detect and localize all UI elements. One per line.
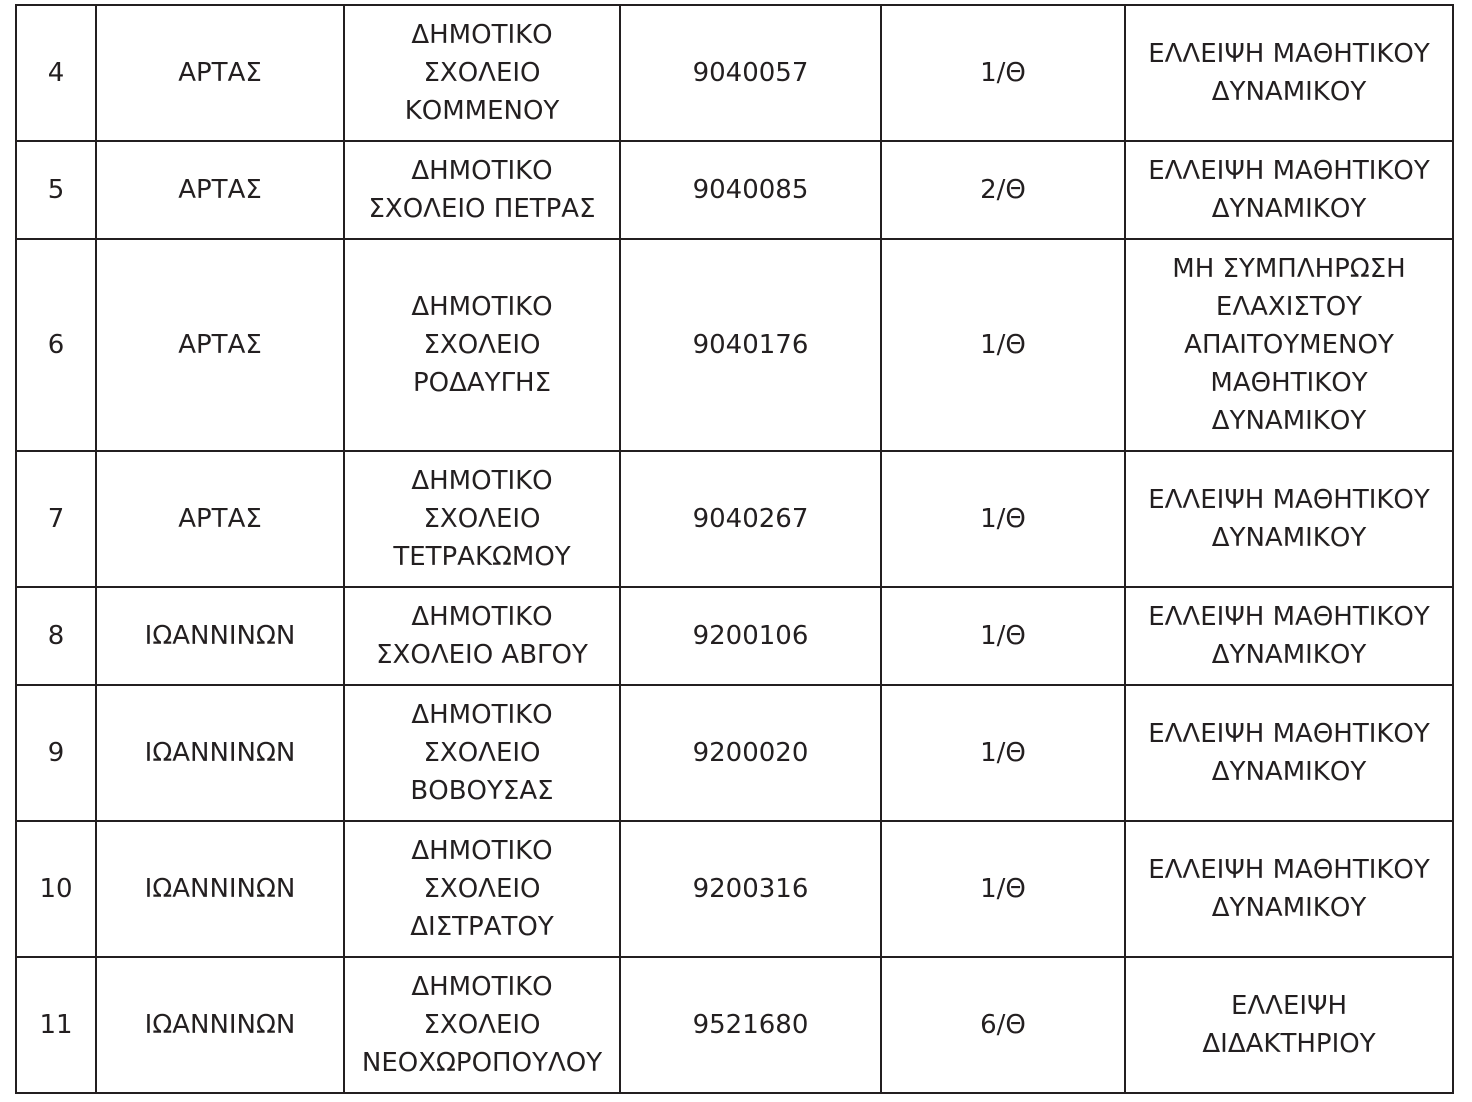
cell-line: ΣΧΟΛΕΙΟ (423, 738, 541, 768)
cell-reason (1125, 957, 1453, 1093)
table-row (16, 451, 1453, 587)
cell-line: ΔΗΜΟΤΙΚΟ (411, 972, 553, 1002)
cell-reason (1125, 5, 1453, 141)
cell-line: ΣΧΟΛΕΙΟ (423, 330, 541, 360)
cell-code: 9200106 (620, 587, 881, 685)
cell-code: 9040085 (620, 141, 881, 239)
cell-line: ΣΧΟΛΕΙΟ (423, 874, 541, 904)
cell-reason (1125, 685, 1453, 821)
cell-code: 9200020 (620, 685, 881, 821)
cell-school (344, 141, 620, 239)
table-row (16, 587, 1453, 685)
cell-school (344, 821, 620, 957)
cell-region: ΑΡΤΑΣ (96, 5, 344, 141)
cell-number: 8 (16, 587, 96, 685)
cell-line: ΕΛΛΕΙΨΗ ΜΑΘΗΤΙΚΟΥ (1148, 602, 1430, 632)
cell-code: 9521680 (620, 957, 881, 1093)
cell-line: ΔΥΝΑΜΙΚΟΥ (1211, 77, 1367, 107)
cell-type: 1/Θ (881, 451, 1125, 587)
cell-line: ΔΗΜΟΤΙΚΟ (411, 466, 553, 496)
cell-line: ΚΟΜΜΕΝΟΥ (404, 96, 560, 126)
cell-region: ΑΡΤΑΣ (96, 239, 344, 451)
cell-line: ΣΧΟΛΕΙΟ ΑΒΓΟΥ (376, 640, 588, 670)
cell-school (344, 957, 620, 1093)
cell-line: ΔΗΜΟΤΙΚΟ (411, 20, 553, 50)
cell-code: 9040176 (620, 239, 881, 451)
cell-line: ΕΛΛΕΙΨΗ ΜΑΘΗΤΙΚΟΥ (1148, 855, 1430, 885)
cell-line: ΔΙΔΑΚΤΗΡΙΟΥ (1202, 1029, 1376, 1059)
cell-line: ΜΗ ΣΥΜΠΛΗΡΩΣΗ (1172, 254, 1406, 284)
cell-reason (1125, 451, 1453, 587)
cell-line: ΒΟΒΟΥΣΑΣ (410, 776, 554, 806)
cell-type: 1/Θ (881, 685, 1125, 821)
table-row (16, 239, 1453, 451)
cell-type: 1/Θ (881, 587, 1125, 685)
cell-line: ΔΗΜΟΤΙΚΟ (411, 156, 553, 186)
cell-school (344, 451, 620, 587)
cell-region: ΑΡΤΑΣ (96, 451, 344, 587)
cell-number: 11 (16, 957, 96, 1093)
cell-line: ΕΛΛΕΙΨΗ ΜΑΘΗΤΙΚΟΥ (1148, 485, 1430, 515)
cell-line: ΣΧΟΛΕΙΟ (423, 1010, 541, 1040)
cell-line: ΔΥΝΑΜΙΚΟΥ (1211, 640, 1367, 670)
table-row (16, 821, 1453, 957)
cell-line: ΔΗΜΟΤΙΚΟ (411, 700, 553, 730)
table-row (16, 141, 1453, 239)
cell-number: 6 (16, 239, 96, 451)
schools-table (15, 4, 1454, 1094)
cell-line: ΕΛΛΕΙΨΗ ΜΑΘΗΤΙΚΟΥ (1148, 719, 1430, 749)
cell-line: ΝΕΟΧΩΡΟΠΟΥΛΟΥ (361, 1048, 603, 1078)
table-row (16, 685, 1453, 821)
table-row (16, 957, 1453, 1093)
cell-code: 9200316 (620, 821, 881, 957)
cell-line: ΔΥΝΑΜΙΚΟΥ (1211, 523, 1367, 553)
cell-line: ΕΛΛΕΙΨΗ ΜΑΘΗΤΙΚΟΥ (1148, 39, 1430, 69)
cell-type: 6/Θ (881, 957, 1125, 1093)
cell-type: 1/Θ (881, 5, 1125, 141)
cell-reason (1125, 821, 1453, 957)
cell-region: ΙΩΑΝΝΙΝΩΝ (96, 685, 344, 821)
cell-line: ΔΗΜΟΤΙΚΟ (411, 602, 553, 632)
cell-number: 10 (16, 821, 96, 957)
cell-type: 2/Θ (881, 141, 1125, 239)
cell-code: 9040267 (620, 451, 881, 587)
cell-line: ΔΥΝΑΜΙΚΟΥ (1211, 194, 1367, 224)
cell-number: 4 (16, 5, 96, 141)
cell-number: 7 (16, 451, 96, 587)
cell-reason (1125, 141, 1453, 239)
cell-line: ΣΧΟΛΕΙΟ ΠΕΤΡΑΣ (368, 194, 596, 224)
cell-line: ΕΛΑΧΙΣΤΟΥ (1215, 292, 1363, 322)
cell-line: ΔΗΜΟΤΙΚΟ (411, 292, 553, 322)
cell-reason (1125, 587, 1453, 685)
cell-line: ΡΟΔΑΥΓΗΣ (412, 368, 552, 398)
cell-line: ΔΥΝΑΜΙΚΟΥ (1211, 757, 1367, 787)
cell-line: ΔΗΜΟΤΙΚΟ (411, 836, 553, 866)
cell-line: ΔΥΝΑΜΙΚΟΥ (1211, 893, 1367, 923)
cell-region: ΑΡΤΑΣ (96, 141, 344, 239)
cell-line: ΤΕΤΡΑΚΩΜΟΥ (393, 542, 571, 572)
cell-number: 5 (16, 141, 96, 239)
cell-region: ΙΩΑΝΝΙΝΩΝ (96, 957, 344, 1093)
cell-line: ΕΛΛΕΙΨΗ ΜΑΘΗΤΙΚΟΥ (1148, 156, 1430, 186)
cell-type: 1/Θ (881, 821, 1125, 957)
cell-line: ΔΙΣΤΡΑΤΟΥ (410, 912, 554, 942)
cell-line: ΑΠΑΙΤΟΥΜΕΝΟΥ (1184, 330, 1394, 360)
cell-school (344, 239, 620, 451)
cell-school (344, 685, 620, 821)
cell-code: 9040057 (620, 5, 881, 141)
cell-line: ΕΛΛΕΙΨΗ (1230, 991, 1348, 1021)
cell-line: ΣΧΟΛΕΙΟ (423, 58, 541, 88)
cell-reason (1125, 239, 1453, 451)
cell-region: ΙΩΑΝΝΙΝΩΝ (96, 587, 344, 685)
cell-region: ΙΩΑΝΝΙΝΩΝ (96, 821, 344, 957)
cell-line: ΜΑΘΗΤΙΚΟΥ (1210, 368, 1368, 398)
cell-type: 1/Θ (881, 239, 1125, 451)
cell-school (344, 587, 620, 685)
cell-number: 9 (16, 685, 96, 821)
cell-line: ΣΧΟΛΕΙΟ (423, 504, 541, 534)
table-row (16, 5, 1453, 141)
cell-school (344, 5, 620, 141)
cell-line: ΔΥΝΑΜΙΚΟΥ (1211, 406, 1367, 436)
